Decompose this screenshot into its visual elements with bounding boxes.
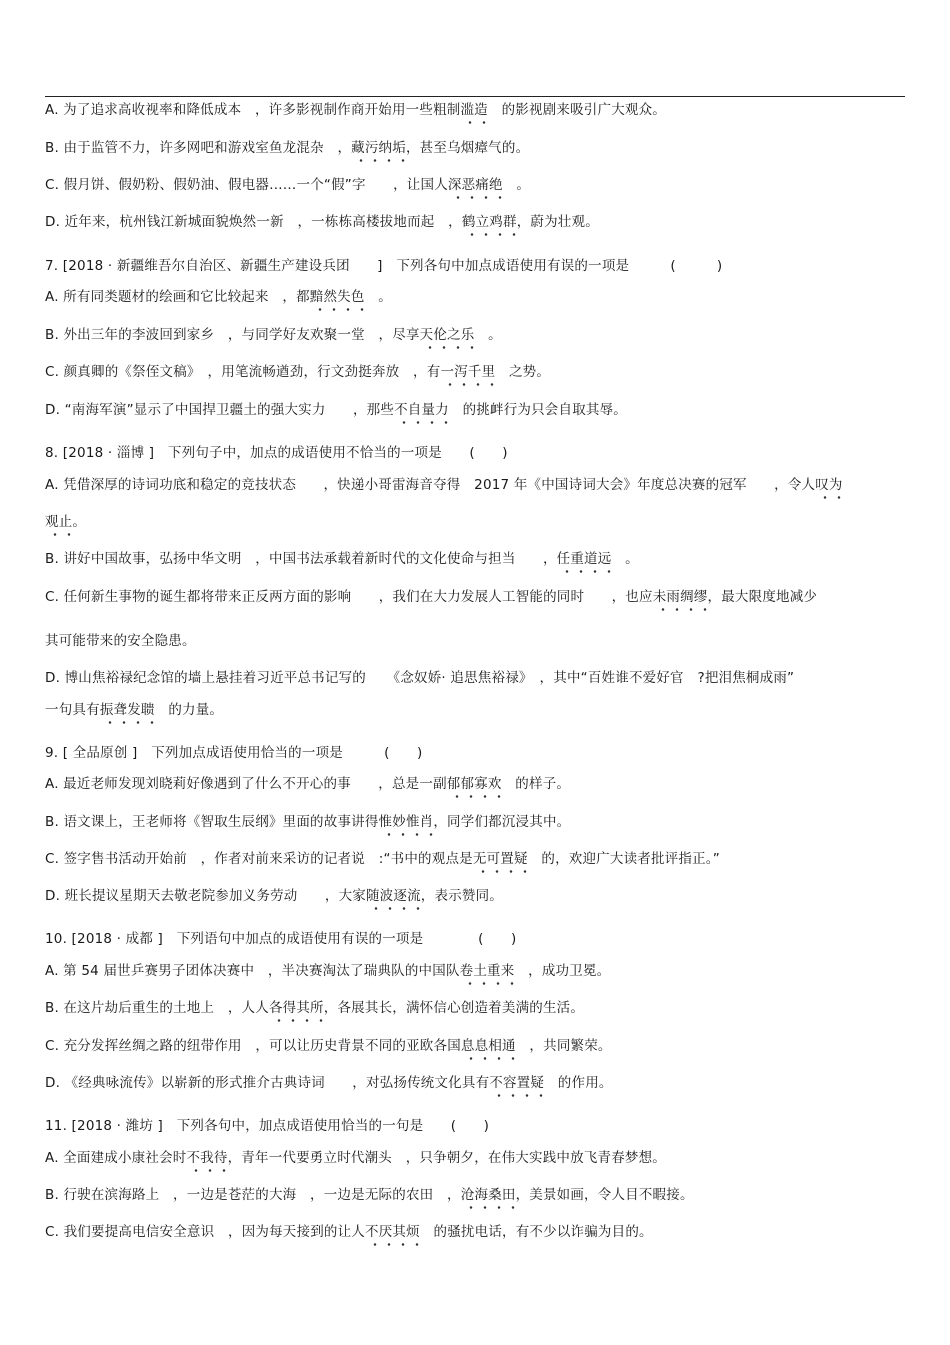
- emphasized-idiom: 滥造: [460, 102, 488, 118]
- emphasized-idiom: 不自量力: [394, 402, 449, 418]
- q8-option-d-cont: 一句具有振聋发聩 的力量。: [45, 702, 224, 718]
- q8-option-a: A. 凭借深厚的诗词功底和稳定的竞技状态 ，快递小哥雷海音夺得 2017 年《中国诗词大会》年度总决赛的冠军 ，令人叹为: [45, 477, 843, 493]
- question-11-stem: 11. [2018 · 潍坊 ] 下列各句中，加点成语使用恰当的一句是 ( ): [45, 1118, 490, 1134]
- emphasized-idiom: 藏污纳垢: [351, 140, 406, 156]
- emphasized-idiom: 天伦之乐: [419, 327, 475, 343]
- emphasized-idiom: 卷土重来: [459, 963, 515, 979]
- emphasized-idiom: 振聋发聩: [99, 702, 155, 718]
- emphasized-idiom: 未雨绸缪: [652, 589, 708, 605]
- emphasized-idiom: 郁郁寡欢: [446, 776, 502, 792]
- q8-option-d: D. 博山焦裕禄纪念馆的墙上悬挂着习近平总书记写的 《念奴娇· 追思焦裕禄》 ，其中“百姓谁不爱好官 ?把泪焦桐成雨”: [45, 670, 795, 686]
- emphasized-idiom: 黯然失色: [309, 289, 365, 305]
- emphasized-idiom: 观止: [45, 514, 73, 530]
- q7-option-b: B. 外出三年的李波回到家乡 ，与同学好友欢聚一堂 ，尽享天伦之乐 。: [45, 327, 502, 343]
- q8-option-a-cont: 观止。: [45, 514, 87, 530]
- emphasized-idiom: 随波逐流: [365, 888, 421, 904]
- header-rule: [45, 96, 905, 97]
- q11-option-a: A. 全面建成小康社会时不我待，青年一代要勇立时代潮头 ，只争朝夕，在伟大实践中放飞青春梦想。: [45, 1150, 666, 1166]
- q9-option-d: D. 班长提议星期天去敬老院参加义务劳动 ，大家随波逐流，表示赞同。: [45, 888, 503, 904]
- emphasized-idiom: 息息相通: [460, 1038, 516, 1054]
- q10-option-c: C. 充分发挥丝绸之路的纽带作用 ，可以让历史背景不同的亚欧各国息息相通 ，共同繁荣。: [45, 1038, 612, 1054]
- q10-option-b: B. 在这片劫后重生的土地上 ，人人各得其所，各展其长，满怀信心创造着美满的生活。: [45, 1000, 585, 1016]
- emphasized-idiom: 无可置疑: [472, 851, 528, 867]
- question-7-stem: 7. [2018 · 新疆维吾尔自治区、新疆生产建设兵团 ] 下列各句中加点成语使用有误的一项是 ( ): [45, 258, 723, 274]
- q10-option-d: D. 《经典咏流传》以崭新的形式推介古典诗词 ，对弘扬传统文化具有不容置疑 的作用。: [45, 1075, 613, 1091]
- emphasized-idiom: 不我待: [186, 1150, 228, 1166]
- q8-option-b: B. 讲好中国故事，弘扬中华文明 ，中国书法承载着新时代的文化使命与担当 ，任重道远 。: [45, 551, 639, 567]
- question-9-stem: 9. [ 全品原创 ] 下列加点成语使用恰当的一项是 ( ): [45, 745, 423, 761]
- q7-option-a: A. 所有同类题材的绘画和它比较起来 ，都黯然失色 。: [45, 289, 392, 305]
- question-8-stem: 8. [2018 · 淄博 ] 下列句子中，加点的成语使用不恰当的一项是 ( ): [45, 445, 508, 461]
- emphasized-idiom: 任重道远: [556, 551, 612, 567]
- question-10-stem: 10. [2018 · 成都 ] 下列语句中加点的成语使用有误的一项是 ( ): [45, 931, 517, 947]
- emphasized-idiom: 深恶痛绝: [447, 177, 503, 193]
- q8-option-c-cont: 其可能带来的安全隐患。: [45, 633, 196, 649]
- q7-option-c: C. 颜真卿的《祭侄文稿》 ，用笔流畅遒劲，行文劲挺奔放 ，有一泻千里 之势。: [45, 364, 551, 380]
- q11-option-b: B. 行驶在滨海路上 ，一边是苍茫的大海 ，一边是无际的农田 ，沧海桑田，美景如画，令人目不暇接。: [45, 1187, 694, 1203]
- q11-option-c: C. 我们要提高电信安全意识 ，因为每天接到的让人不厌其烦 的骚扰电话，有不少以诈骗为目的。: [45, 1224, 653, 1240]
- q8-option-c: C. 任何新生事物的诞生都将带来正反两方面的影响 ，我们在大力发展人工智能的同时 ，也应未雨绸缪，最大限度地减少: [45, 589, 818, 605]
- q9-option-b: B. 语文课上，王老师将《智取生辰纲》里面的故事讲得惟妙惟肖，同学们都沉浸其中。: [45, 814, 571, 830]
- emphasized-idiom: 鹤立鸡群: [461, 214, 517, 230]
- emphasized-idiom: 各得其所: [268, 1000, 324, 1016]
- emphasized-idiom: 一泻千里: [440, 364, 496, 380]
- emphasized-idiom: 叹为: [815, 477, 843, 493]
- q9-option-a: A. 最近老师发现刘晓莉好像遇到了什么不开心的事 ，总是一副郁郁寡欢 的样子。: [45, 776, 571, 792]
- q9-option-c: C. 签字售书活动开始前 ，作者对前来采访的记者说 :“书中的观点是无可置疑 的，欢迎广大读者批评指正。”: [45, 851, 720, 867]
- q6-option-a: A. 为了追求高收视率和降低成本 ，许多影视制作商开始用一些粗制滥造 的影视剧来吸引广大观众。: [45, 102, 666, 118]
- q7-option-d: D. “南海军演”显示了中国捍卫疆土的强大实力 ，那些不自量力 的挑衅行为只会自取其辱。: [45, 402, 627, 418]
- q6-option-b: B. 由于监管不力，许多网吧和游戏室鱼龙混杂 ，藏污纳垢，甚至乌烟瘴气的。: [45, 140, 530, 156]
- emphasized-idiom: 沧海桑田: [460, 1187, 516, 1203]
- emphasized-idiom: 惟妙惟肖: [378, 814, 434, 830]
- q6-option-d: D. 近年来，杭州钱江新城面貌焕然一新 ，一栋栋高楼拔地而起 ，鹤立鸡群，蔚为壮观。: [45, 214, 599, 230]
- q10-option-a: A. 第 54 届世乒赛男子团体决赛中 ，半决赛淘汰了瑞典队的中国队卷土重来 ，成功卫冕。: [45, 963, 611, 979]
- q6-option-c: C. 假月饼、假奶粉、假奶油、假电器……一个“假”字 ，让国人深恶痛绝 。: [45, 177, 531, 193]
- emphasized-idiom: 不容置疑: [489, 1075, 545, 1091]
- emphasized-idiom: 不厌其烦: [365, 1224, 420, 1240]
